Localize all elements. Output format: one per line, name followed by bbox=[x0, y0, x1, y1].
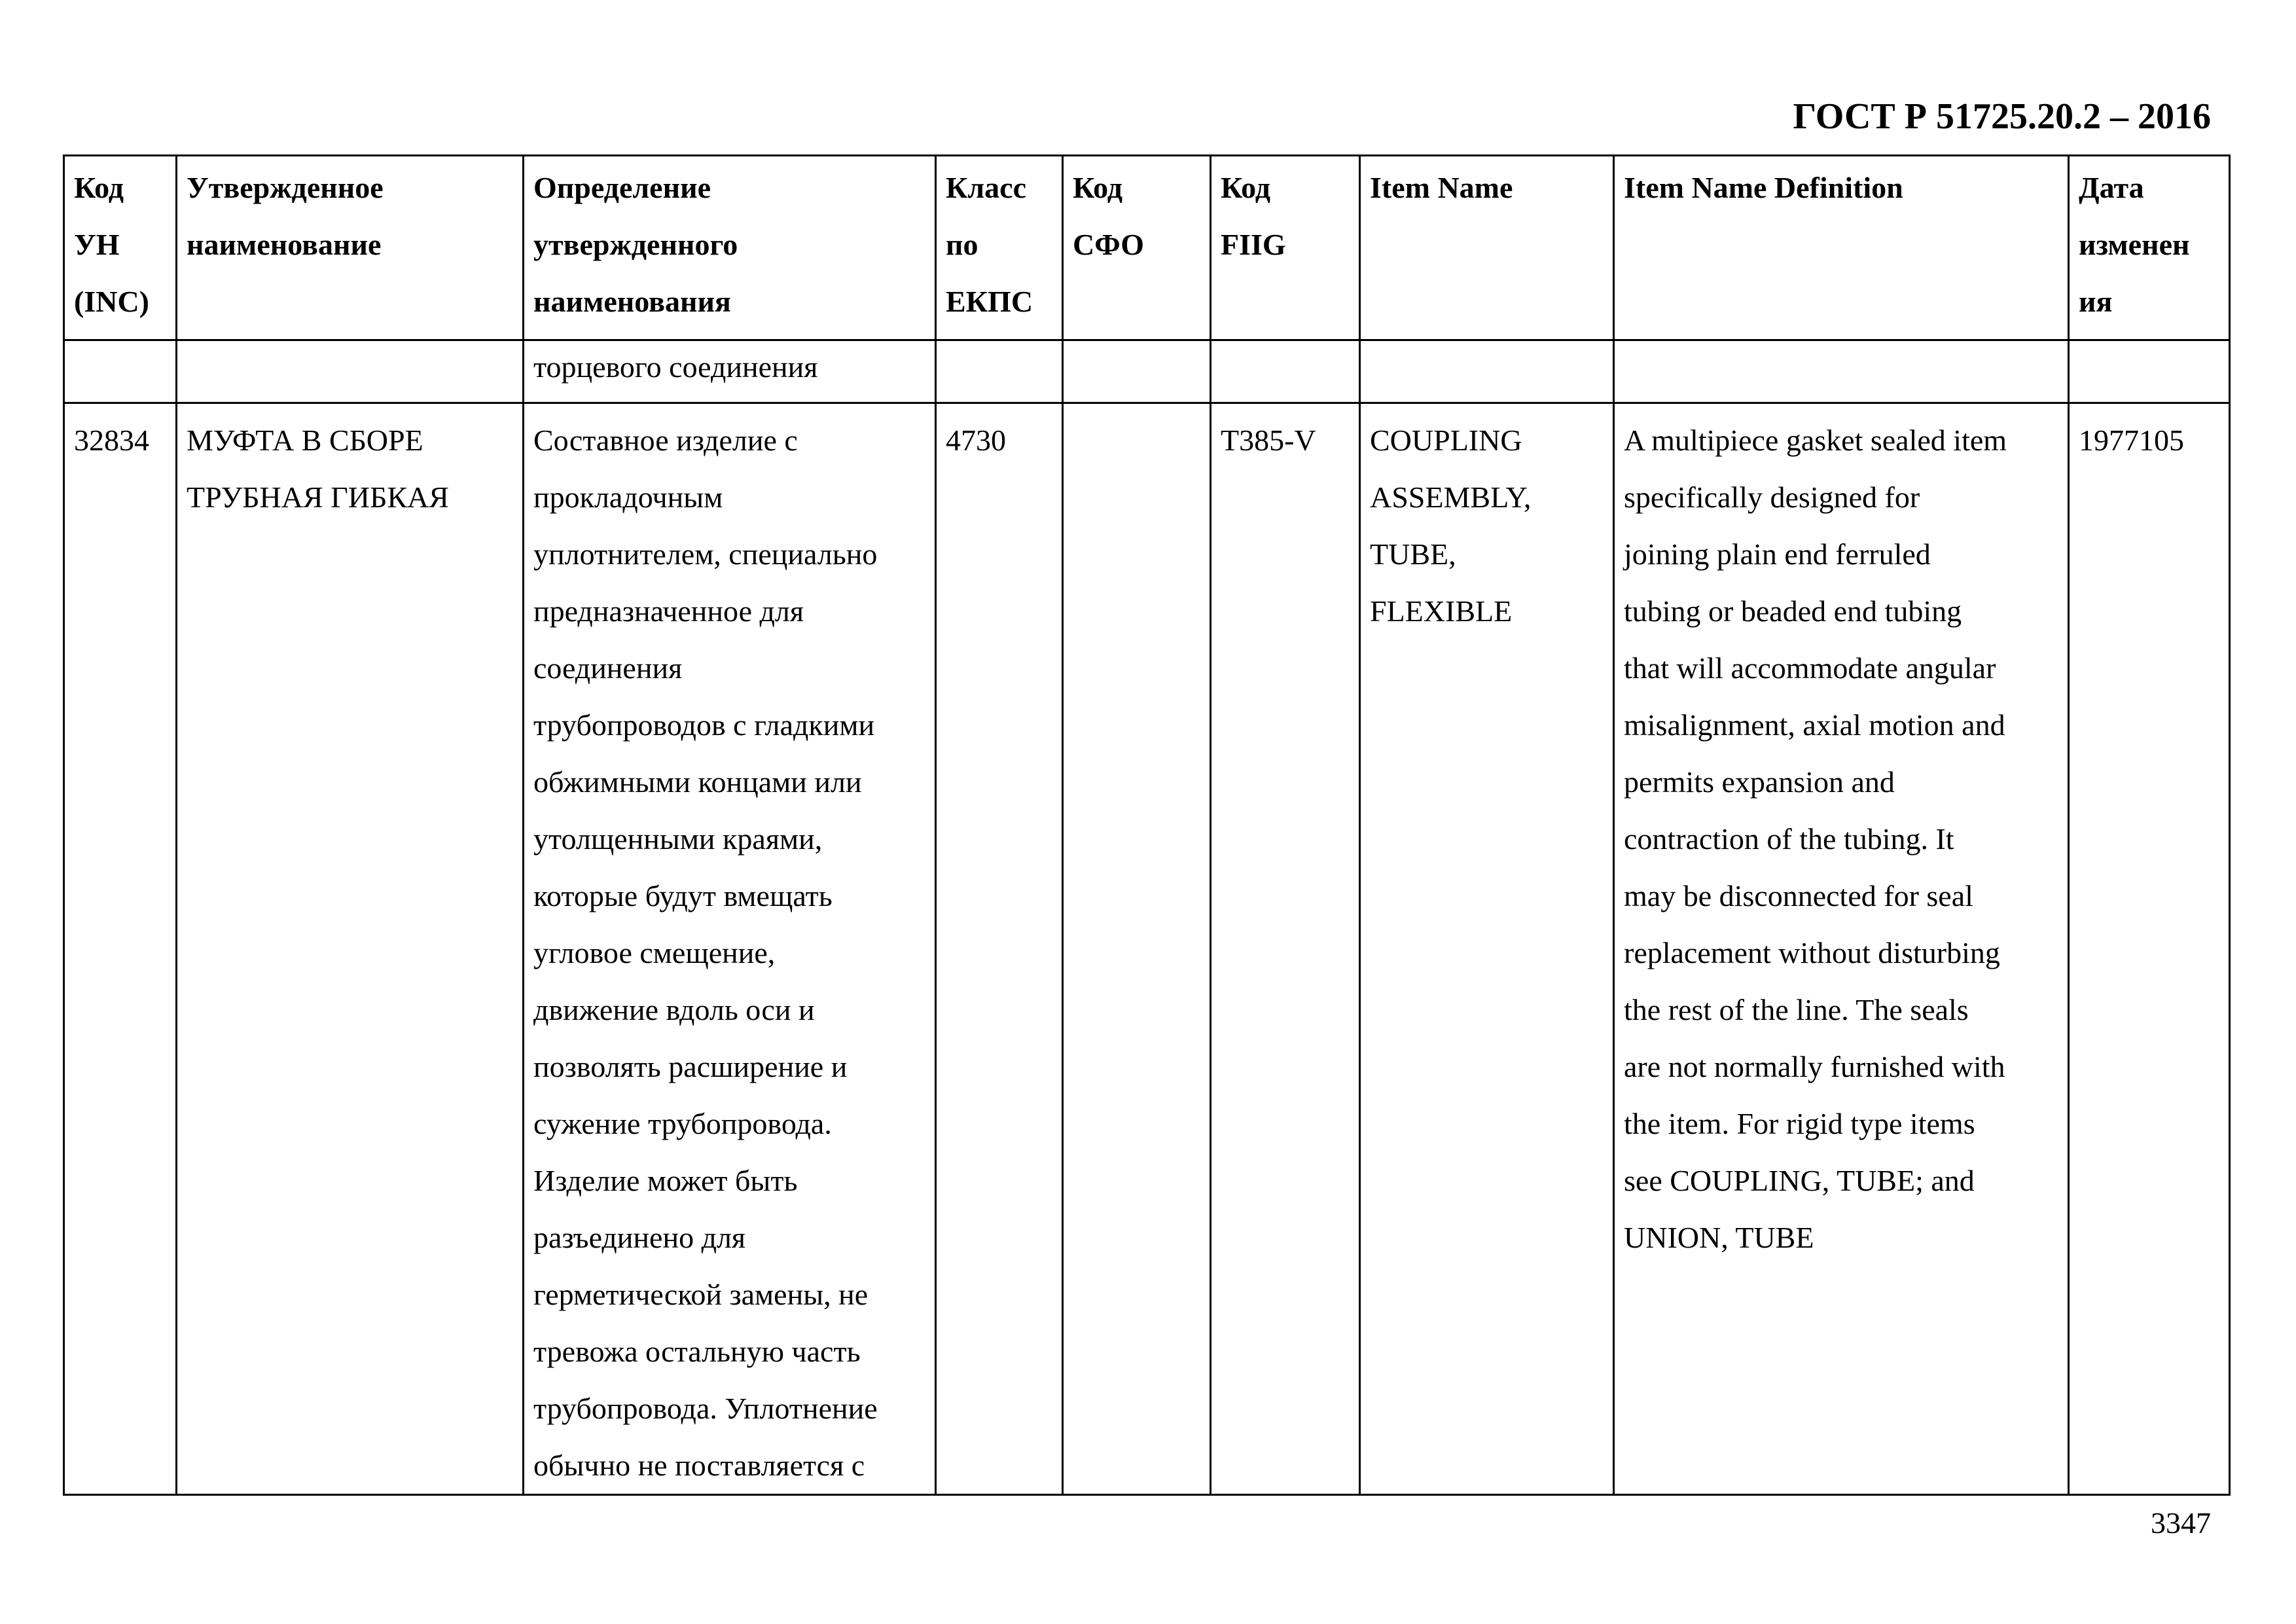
column-header-approved-name: Утвержденное наименование bbox=[177, 156, 524, 340]
cell-inc bbox=[64, 340, 177, 403]
cell-approved-name bbox=[177, 340, 524, 403]
column-header-fiig-code: Код FIIG bbox=[1211, 156, 1360, 340]
page-number: 3347 bbox=[2151, 1506, 2211, 1540]
cell-definition: торцевого соединения bbox=[524, 340, 936, 403]
cell-fiig-code bbox=[1211, 340, 1360, 403]
cell-item-definition bbox=[1614, 340, 2069, 403]
cell-definition: Составное изделие с прокладочным уплотнителем, специально предназначенное для соединения трубопроводов с гладкими обжимными концами или утолщенными краями, которые будут вмещать угловое смещение, движение вдоль оси и позволять расширение и сужение трубопровода. Изделие может быть разъединено для герметической замены, не тревожа остальную часть трубопровода. Уплотнение обычно не поставляется с bbox=[524, 403, 936, 1495]
cell-item-name: COUPLING ASSEMBLY, TUBE, FLEXIBLE bbox=[1360, 403, 1614, 1495]
cell-fiig-code: T385-V bbox=[1211, 403, 1360, 1495]
catalog-table bbox=[63, 154, 2231, 1496]
standard-code-header: ГОСТ Р 51725.20.2 – 2016 bbox=[1793, 96, 2211, 137]
column-header-definition: Определение утвержденного наименования bbox=[524, 156, 936, 340]
table-header-row bbox=[64, 156, 2230, 340]
column-header-inc: Код УН (INC) bbox=[64, 156, 177, 340]
cell-sfo-code bbox=[1063, 403, 1211, 1495]
column-header-class: Класс по ЕКПС bbox=[936, 156, 1063, 340]
column-header-date: Дата изменен ия bbox=[2069, 156, 2230, 340]
cell-sfo-code bbox=[1063, 340, 1211, 403]
cell-class: 4730 bbox=[936, 403, 1063, 1495]
table-row-continuation bbox=[64, 340, 2230, 403]
cell-class bbox=[936, 340, 1063, 403]
cell-item-name bbox=[1360, 340, 1614, 403]
column-header-item-definition: Item Name Definition bbox=[1614, 156, 2069, 340]
cell-date: 1977105 bbox=[2069, 403, 2230, 1495]
cell-inc: 32834 bbox=[64, 403, 177, 1495]
column-header-item-name: Item Name bbox=[1360, 156, 1614, 340]
cell-date bbox=[2069, 340, 2230, 403]
column-header-sfo-code: Код СФО bbox=[1063, 156, 1211, 340]
table-row bbox=[64, 403, 2230, 1495]
cell-item-definition: A multipiece gasket sealed item specifically designed for joining plain end ferruled tubing or beaded end tubing that will accommodate angular misalignment, axial motion and permits expansion and contraction of the tubing. It may be disconnected for seal replacement without disturbing the rest of the line. The seals are not normally furnished with the item. For rigid type items see COUPLING, TUBE; and UNION, TUBE bbox=[1614, 403, 2069, 1495]
cell-approved-name: МУФТА В СБОРЕ ТРУБНАЯ ГИБКАЯ bbox=[177, 403, 524, 1495]
